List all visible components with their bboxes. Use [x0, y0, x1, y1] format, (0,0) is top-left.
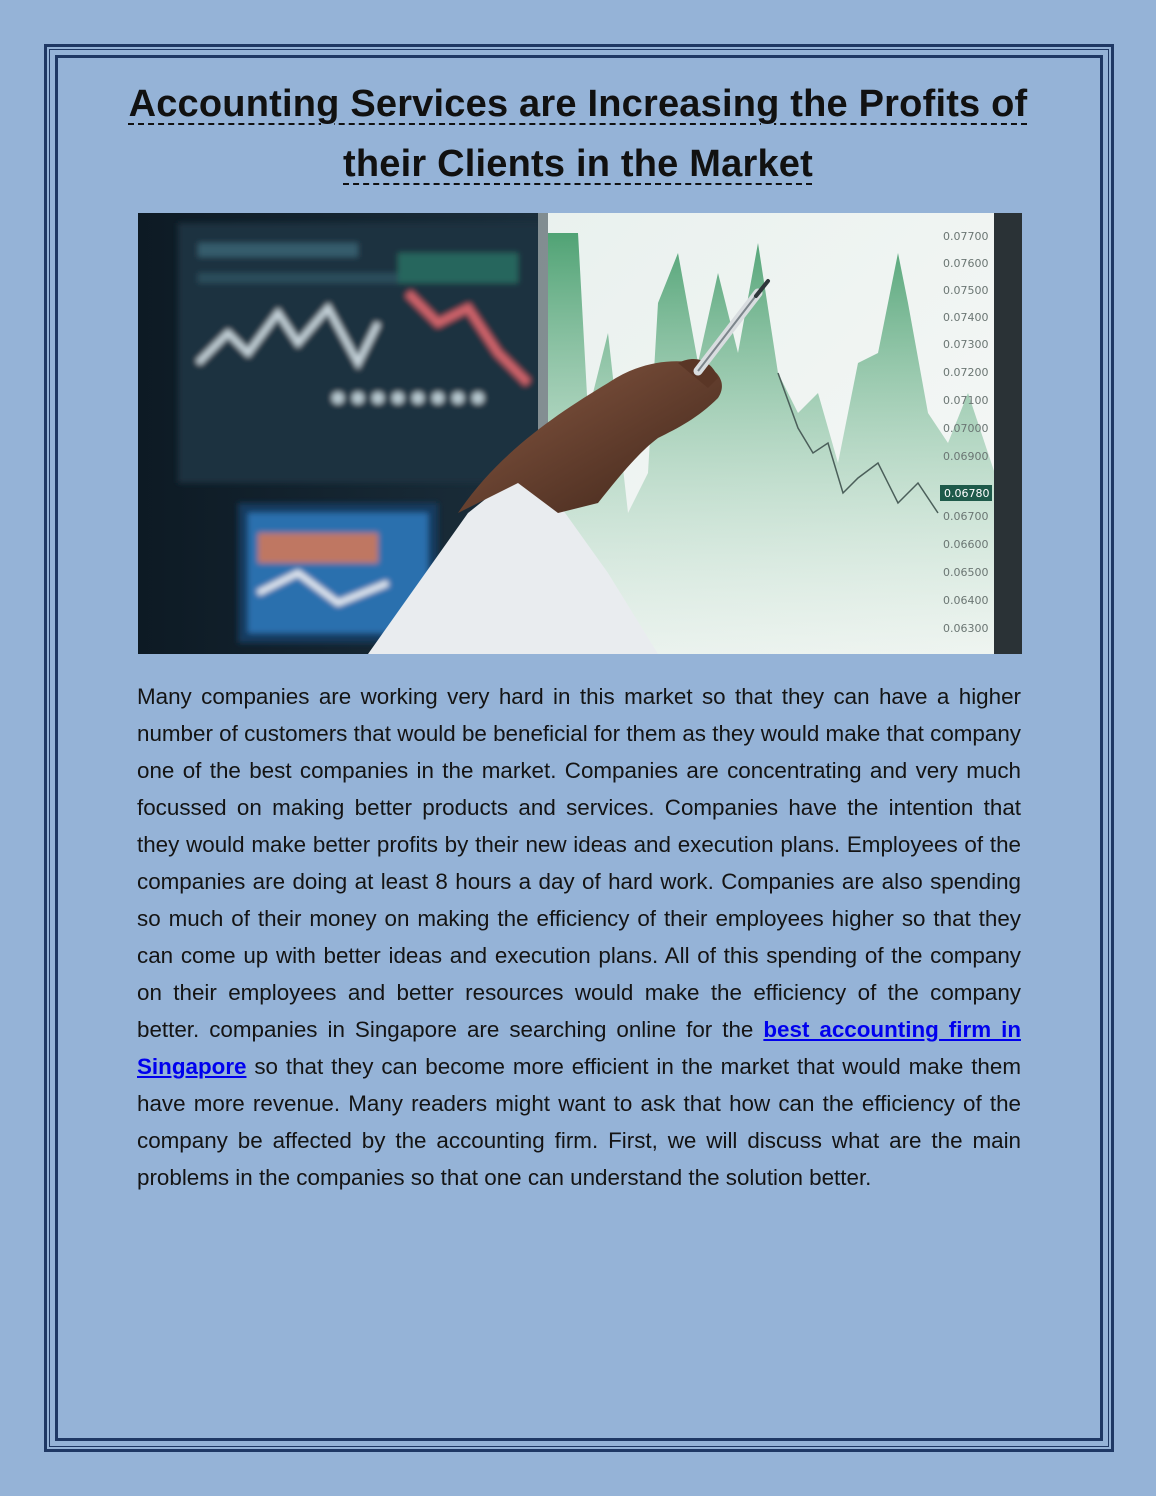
price-label: 0.06700	[943, 510, 989, 523]
price-label: 0.06600	[943, 538, 989, 551]
monitor-bezel-right	[994, 213, 1022, 654]
price-label: 0.07300	[943, 338, 989, 351]
price-axis	[940, 230, 992, 635]
body-text-after-link: so that they can become more efficient in the market that would make them have more revenue. Many readers might want to ask that how can the efficiency of the company be affected by the accounting firm. First, we will discuss what are the main problems in the companies so that one can understand the solution better.	[137, 1054, 1021, 1190]
price-label: 0.06400	[943, 594, 989, 607]
document-title	[100, 74, 1056, 194]
price-label: 0.07400	[943, 311, 989, 324]
body-paragraph	[137, 678, 1021, 1196]
document-title-text: Accounting Services are Increasing the Profits of their Clients in the Market	[128, 83, 1028, 185]
price-label: 0.06500	[943, 566, 989, 579]
price-label-highlighted: 0.06780	[944, 487, 990, 500]
price-label: 0.06300	[943, 622, 989, 635]
price-label: 0.07700	[943, 230, 989, 243]
price-label: 0.07600	[943, 257, 989, 270]
body-text-before-link: Many companies are working very hard in this market so that they can have a higher number of customers that would be beneficial for them as they would make that company one of the best companies in the market. Companies are concentrating and very much focussed on making better products and services. Companies have the intention that they would make better profits by their new ideas and execution plans. Employees of the companies are doing at least 8 hours a day of hard work. Companies are also spending so much of their money on making the efficiency of their employees higher so that they can come up with better ideas and execution plans. All of this spending of the company on their employees and better resources would make the efficiency of the company better. companies in Singapore are searching online for the	[137, 684, 1021, 1042]
price-label: 0.07200	[943, 366, 989, 379]
price-label: 0.07000	[943, 422, 989, 435]
price-label: 0.07500	[943, 284, 989, 297]
hero-image	[138, 213, 1022, 654]
blurred-monitor-left	[178, 223, 558, 483]
accounting-firm-link[interactable]: best accounting firm in Singapore	[137, 1017, 1021, 1079]
price-label: 0.06900	[943, 450, 989, 463]
price-label: 0.07100	[943, 394, 989, 407]
hero-image-graphic	[138, 213, 1022, 654]
